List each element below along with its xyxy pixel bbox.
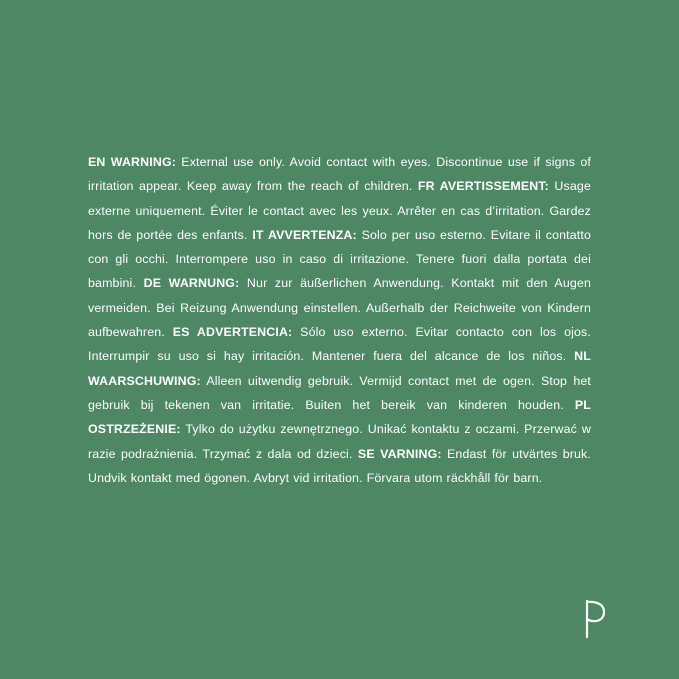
warning-body-text: Solo per uso esterno. Evitare il contatto con gli occhi. Interrompere uso in caso di irritazione. Tenere fuori dalla portata dei bambini. [88,227,592,291]
warning-body-text: External use only. Avoid contact with eyes. Discontinue use if signs of irritation appear. Keep away from the reach of children. [88,155,591,194]
warning-body-text: Tylko do użytku zewnętrznego. Unikać kontaktu z oczami. Przerwać w razie podrażnienia. Trzymać z dala od dzieci. [88,422,591,461]
warning-language-label: SE VARNING: [357,446,442,461]
warning-language-label: ES ADVERTENCIA: [172,325,293,340]
warning-language-label: EN WARNING: [88,155,177,169]
warning-body-text: Nur zur äußerlichen Anwendung. Kontakt mit den Augen vermeiden. Bei Reizung Anwendung einstellen. Außerhalb der Reichweite von Kindern aufbewahren. [88,276,591,340]
warning-body-text: Endast för utvärtes bruk. Undvik kontakt med ögonen. Avbryt vid irritation. Förvara utom räckhåll för barn. [88,446,591,485]
warning-language-label: FR AVERTISSEMENT: [417,179,549,194]
warning-body-text: Usage externe uniquement. Éviter le contact avec les yeux. Arrêter en cas d’irritation. Gardez hors de portée des enfants. [88,179,591,242]
warning-language-label: DE WARNUNG: [143,276,240,291]
brand-monogram-icon [574,598,614,640]
warning-language-label: IT AVVERTENZA: [252,227,357,242]
warning-language-label: PL OSTRZEŻENIE: [88,397,591,437]
warning-body-text: Alleen uitwendig gebruik. Vermijd contact met de ogen. Stop het gebruik bij tekenen van irritatie. Buiten het bereik van kinderen houden. [88,373,591,412]
multilingual-warning-text [88,150,591,490]
warning-language-label: NL WAARSCHUWING: [88,349,591,388]
warning-body-text: Sólo uso externo. Evitar contacto con los ojos. Interrumpir su uso si hay irritación. Mantener fuera del alcance de los niños. [88,325,591,364]
